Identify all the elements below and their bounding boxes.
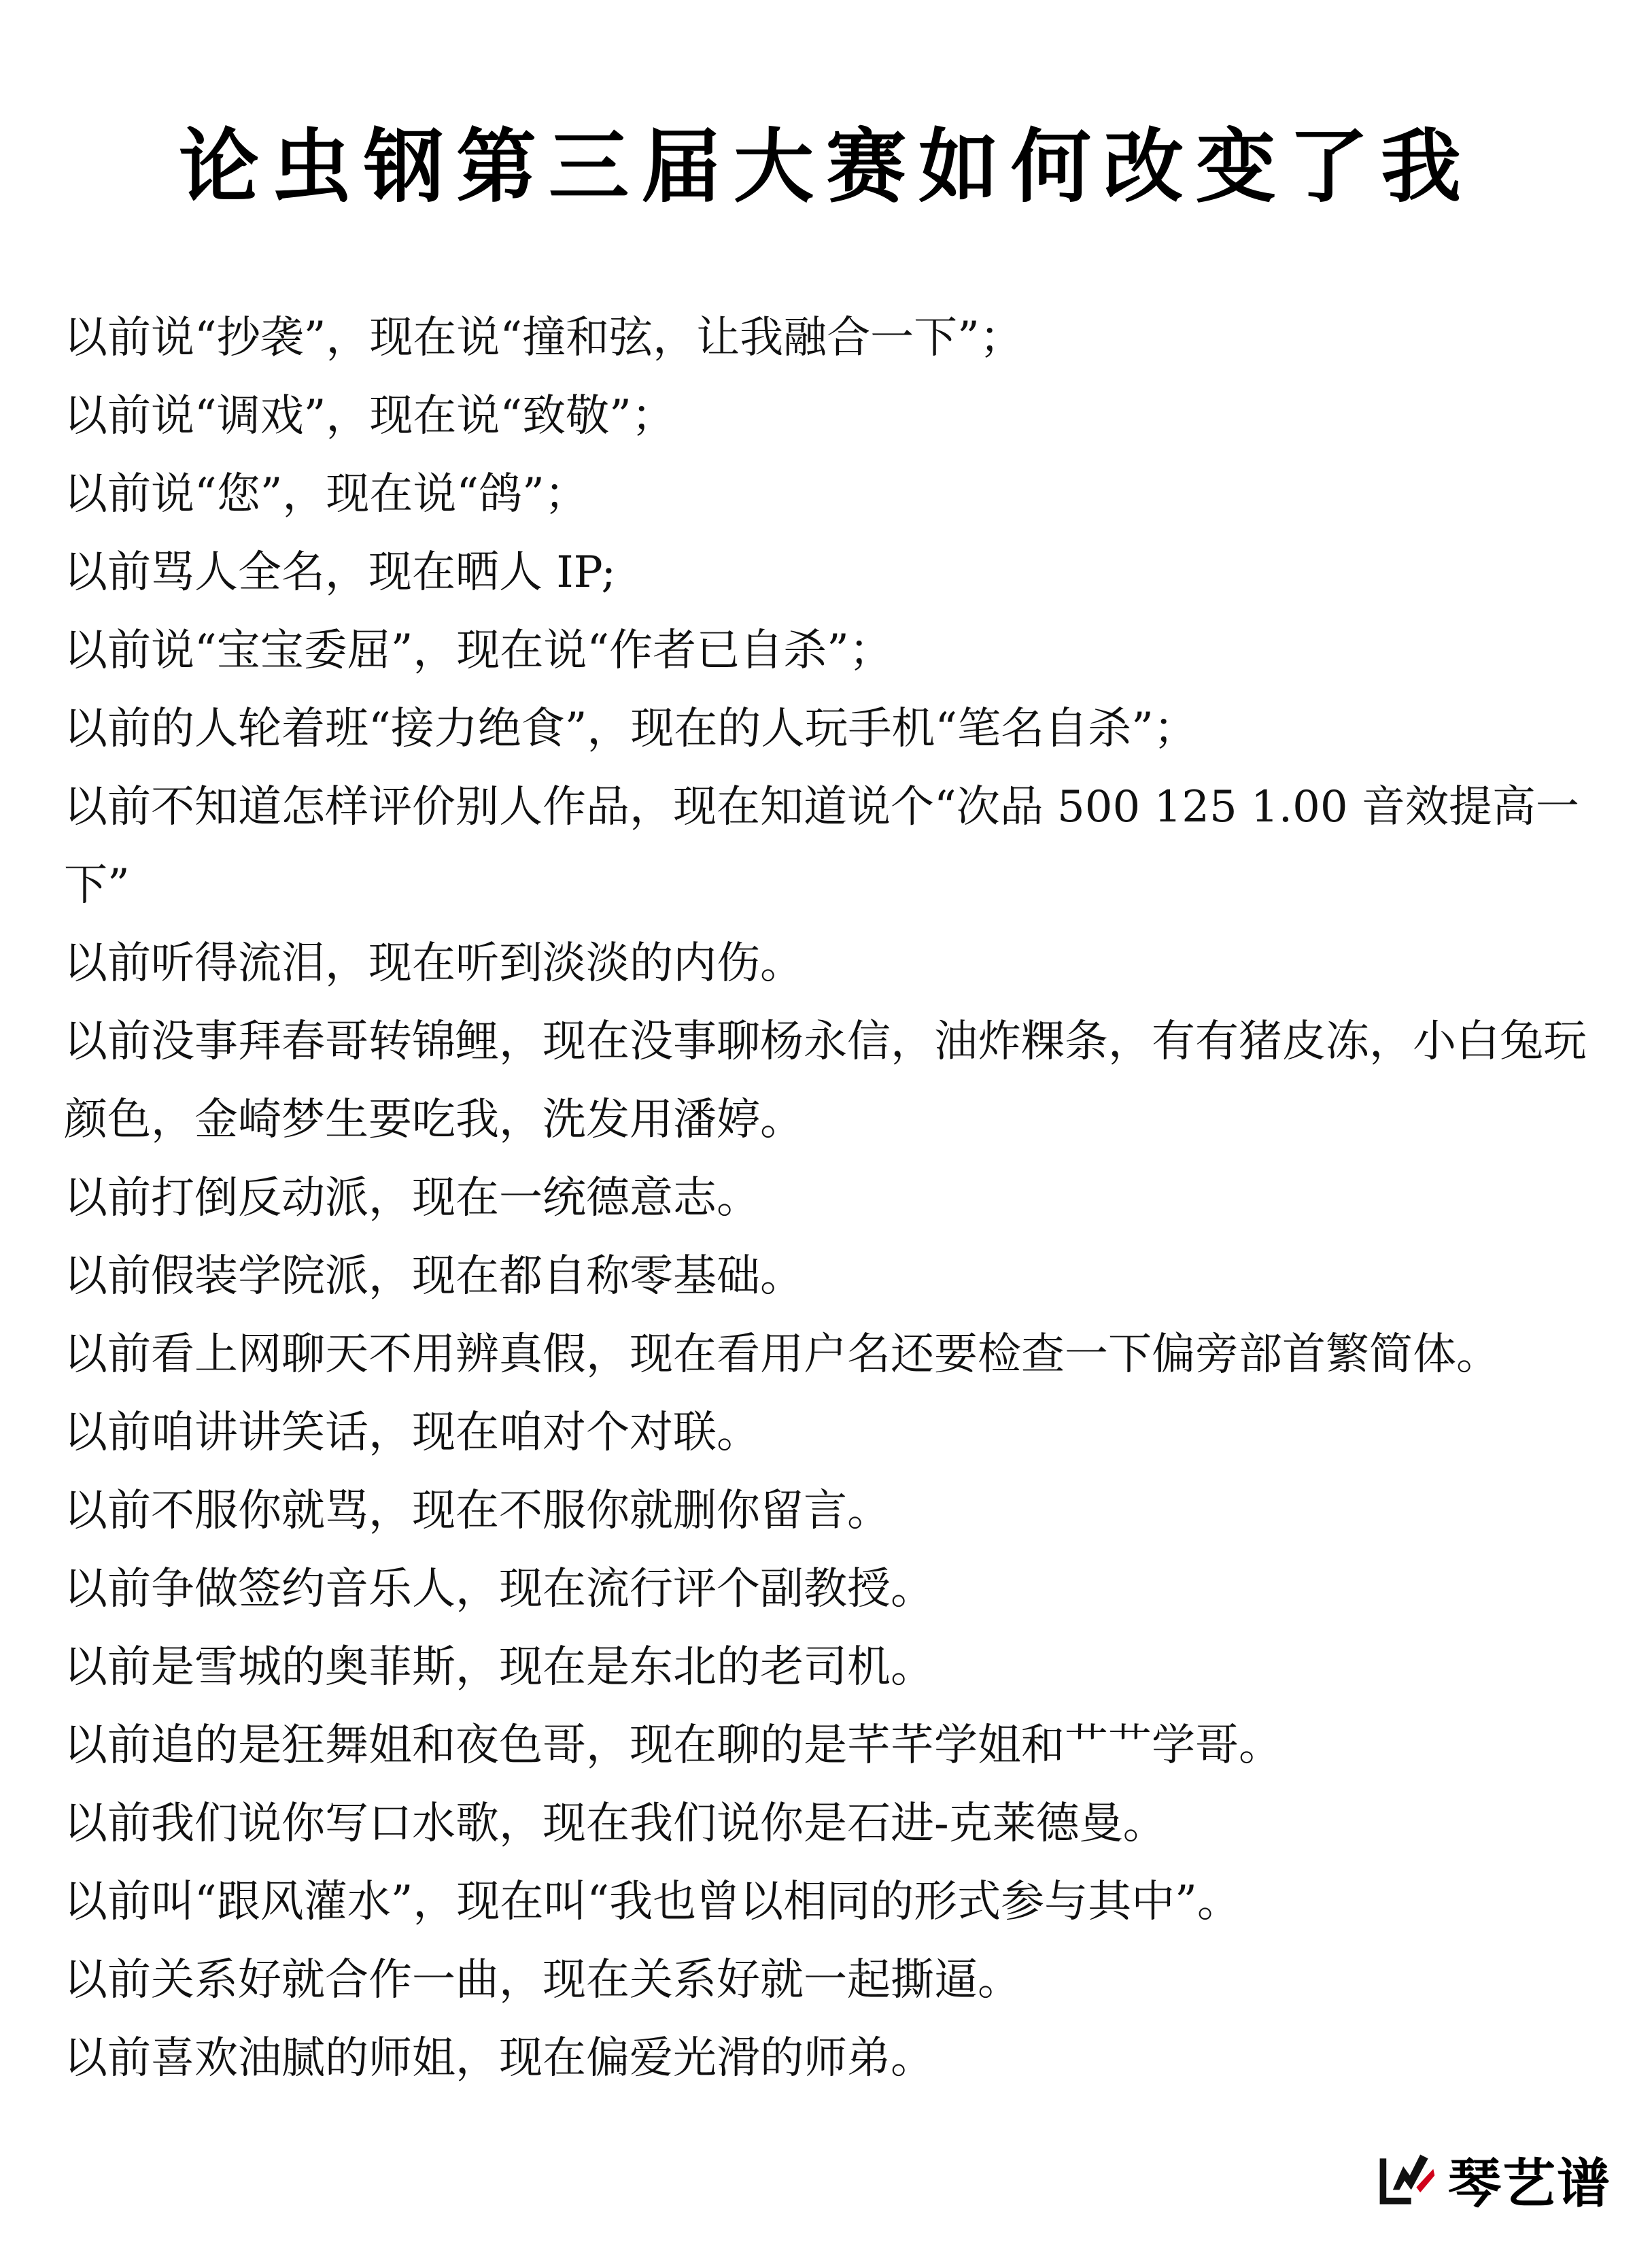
text-line: 以前不服你就骂，现在不服你就删你留言。 bbox=[64, 1486, 891, 1536]
text-line: 以前听得流泪，现在听到淡淡的内伤。 bbox=[64, 938, 804, 989]
text-line: 以前咱讲讲笑话，现在咱对个对联。 bbox=[64, 1408, 760, 1458]
piano-logo-icon bbox=[1373, 2147, 1439, 2212]
page-title: 论虫钢第三届大赛如何改变了我 bbox=[178, 119, 1473, 214]
text-line: 以前的人轮着班“接力绝食”，现在的人玩手机“笔名自杀”； bbox=[64, 704, 1197, 754]
text-line: 以前没事拜春哥转锦鲤，现在没事聊杨永信，油炸粿条，有有猪皮冻，小白兔玩颜色，金崎梦生要吃我，洗发用潘婷。 bbox=[64, 1017, 1587, 1145]
text-line: 以前说“调戏”，现在说“致敬”； bbox=[64, 391, 675, 441]
text-line: 以前争做签约音乐人，现在流行评个副教授。 bbox=[64, 1564, 934, 1614]
text-line: 以前说“您”，现在说“鸽”； bbox=[64, 469, 588, 520]
watermark-text: 琴艺谱 bbox=[1447, 2154, 1611, 2215]
text-line: 以前我们说你写口水歌，现在我们说你是石进-克莱德曼。 bbox=[64, 1799, 1167, 1849]
text-line: 以前不知道怎样评价别人作品，现在知道说个“次品 500 125 1.00 音效提高一下” bbox=[64, 782, 1579, 911]
text-line: 以前追的是狂舞姐和夜色哥，现在聊的是芊芊学姐和艹艹学哥。 bbox=[64, 1720, 1282, 1771]
watermark-logo bbox=[1373, 2142, 1611, 2217]
text-line: 以前叫“跟风灌水”，现在叫“我也曾以相同的形式参与其中”。 bbox=[64, 1877, 1241, 1927]
text-line: 以前喜欢油腻的师姐，现在偏爱光滑的师弟。 bbox=[64, 2033, 934, 2084]
text-line: 以前打倒反动派，现在一统德意志。 bbox=[64, 1173, 760, 1223]
text-line: 以前假装学院派，现在都自称零基础。 bbox=[64, 1251, 804, 1302]
text-line: 以前说“抄袭”，现在说“撞和弦，让我融合一下”； bbox=[64, 313, 1023, 363]
text-line: 以前是雪城的奥菲斯，现在是东北的老司机。 bbox=[64, 1642, 934, 1693]
text-body bbox=[64, 299, 1594, 2098]
text-line: 以前说“宝宝委屈”，现在说“作者已自杀”； bbox=[64, 626, 893, 676]
text-line: 以前骂人全名，现在晒人 IP; bbox=[64, 547, 616, 598]
text-line: 以前关系好就合作一曲，现在关系好就一起撕逼。 bbox=[64, 1955, 1021, 2005]
text-line: 以前看上网聊天不用辨真假，现在看用户名还要检查一下偏旁部首繁简体。 bbox=[64, 1329, 1500, 1380]
